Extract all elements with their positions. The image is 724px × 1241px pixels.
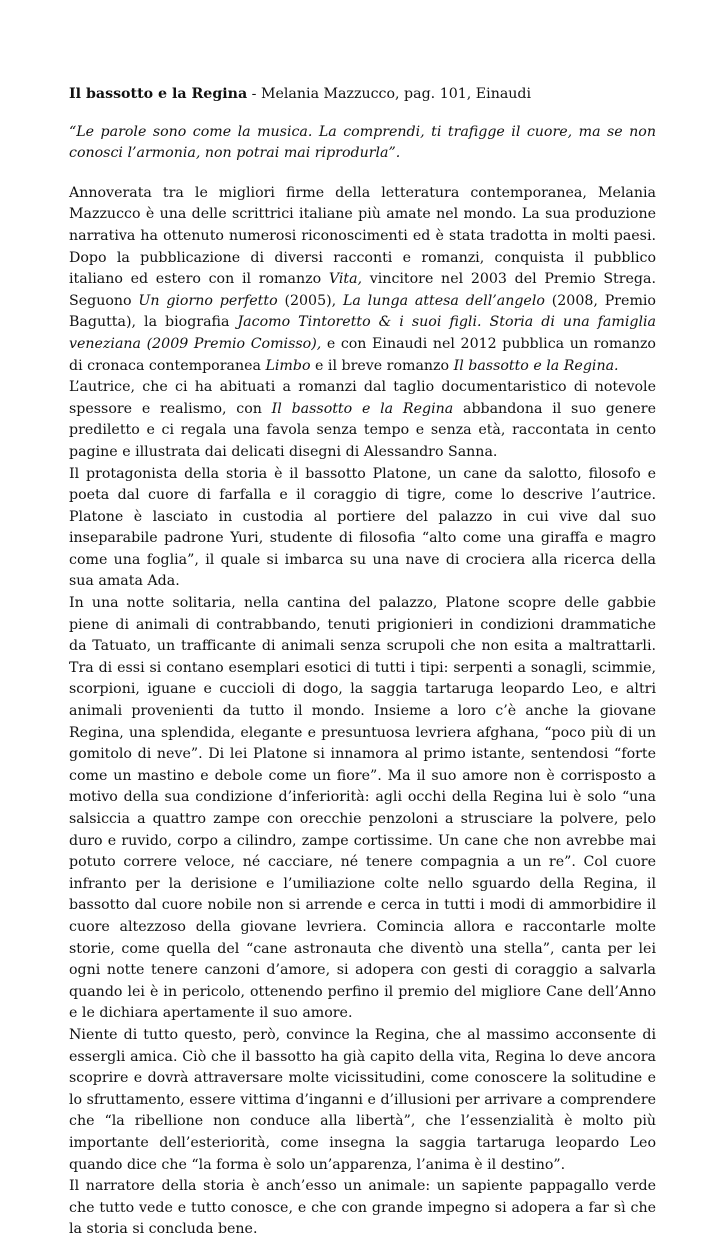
- book-header: [69, 84, 656, 106]
- italic-text: La lunga attesa dell’angelo: [342, 292, 545, 309]
- opening-quote: “Le parole sono come la musica. La comprendi, ti trafigge il cuore, ma se non conosci l’armonia, non potrai mai riprodurla”.: [69, 123, 656, 162]
- text-segment: (2005),: [277, 292, 343, 309]
- review-paragraph: [69, 183, 656, 377]
- review-paragraph: [69, 593, 656, 1025]
- text-segment: Niente di tutto questo, però, convince la Regina, che al massimo acconsente di essergli amica. Ciò che il bassotto ha già capito della vita, Regina lo deve ancora scoprire e dovrà attraversare molte vicissitudini, come conoscere la solitudine e lo sfruttamento, essere vittima d’inganni e d’illusioni per arrivare a comprendere che “la ribellione non conduce alla libertà”, che l’essenzialità è molto più importante dell’esteriorità, come insegna la saggia tartaruga leopardo Leo quando dice che “la forma è solo un’apparenza, l’anima è il destino”.: [69, 1026, 656, 1173]
- document-page: [69, 84, 656, 1241]
- italic-text: Jacomo Tintoretto & i suoi figli. Storia di una famiglia veneziana (2009 Premio Comisso),: [69, 314, 656, 352]
- review-paragraph: [69, 1176, 656, 1241]
- italic-text: Vita,: [328, 271, 363, 288]
- review-paragraph: [69, 1025, 656, 1176]
- book-details: - Melania Mazzucco, pag. 101, Einaudi: [247, 86, 532, 102]
- text-segment: abbandona il suo genere prediletto e ci regala una favola senza tempo e senza età, raccontata in cento pagine e illustrata dai delicati disegni di Alessandro Sanna.: [69, 400, 656, 460]
- text-segment: vincitore nel 2003 del Premio Strega. Seguono: [69, 271, 656, 309]
- text-segment: Il narratore della storia è anch’esso un animale: un sapiente pappagallo verde che tutto vede e tutto conosce, e che con grande impegno si adopera a far sì che la storia si concluda bene.: [69, 1178, 656, 1238]
- book-title: Il bassotto e la Regina: [69, 86, 248, 102]
- text-segment: e il breve romanzo: [310, 357, 454, 374]
- italic-text: Limbo: [265, 357, 311, 374]
- text-segment: Il protagonista della storia è il bassotto Platone, un cane da salotto, filosofo e poeta dal cuore di farfalla e il coraggio di tigre, come lo descrive l’autrice. Platone è lasciato in custodia al portiere del palazzo in cui vive dal suo inseparabile padrone Yuri, studente di filosofia “alto come una giraffa e magro come una foglia”, il quale si imbarca su una nave di crociera alla ricerca della sua amata Ada.: [69, 465, 656, 590]
- italic-text: Il bassotto e la Regina.: [453, 357, 619, 374]
- text-segment: In una notte solitaria, nella cantina del palazzo, Platone scopre delle gabbie piene di animali di contrabbando, tenuti prigionieri in condizioni drammatiche da Tatuato, un trafficante di animali senza scrupoli che non esita a maltrattarli. Tra di essi si contano esemplari esotici di tutti i tipi: serpenti a sonagli, scimmie, scorpioni, iguane e cuccioli di dogo, la saggia tartaruga leopardo Leo, e altri animali provenienti da tutto il mondo. Insieme a loro c’è anche la giovane Regina, una splendida, elegante e presuntuosa levriera afghana, “poco più di un gomitolo di neve”. Di lei Platone si innamora al primo istante, sentendosi “forte come un mastino e debole come un fiore”. Ma il suo amore non è corrisposto a motivo della sua condizione d’inferiorità: agli occhi della Regina lui è solo “una salsiccia a quattro zampe con orecchie penzoloni a strusciare la polvere, pelo duro e ruvido, corpo a cilindro, zampe cortissime. Un cane che non avrebbe mai potuto correre veloce, né cacciare, né tenere compagnia a un re”. Col cuore infranto per la derisione e l’umiliazione colte nello sguardo della Regina, il bassotto dal cuore nobile non si arrende e cerca in tutti i modi di ammorbidire il cuore altezzoso della giovane levriera. Comincia allora e raccontarle molte storie, come quella del “cane astronauta che diventò una stella”, canta per lei ogni notte tenere canzoni d’amore, si adopera con gesti di coraggio a salvarla quando lei è in pericolo, ottenendo perfino il premio del migliore Cane dell’Anno e le dichiara apertamente il suo amore.: [69, 595, 656, 1022]
- text-segment: Annoverata tra le migliori firme della letteratura contemporanea, Melania Mazzucco è una delle scrittrici italiane più amate nel mondo. La sua produzione narrativa ha ottenuto numerosi riconoscimenti ed è stata tradotta in molti paesi. Dopo la pubblicazione di diversi racconti e romanzi, conquista il pubblico italiano ed estero con il romanzo: [69, 184, 656, 288]
- review-body: [69, 183, 656, 1241]
- review-paragraph: [69, 377, 656, 463]
- text-segment: L’autrice, che ci ha abituati a romanzi dal taglio documentaristico di notevole spessore e realismo, con: [69, 379, 656, 417]
- italic-text: Un giorno perfetto: [138, 292, 278, 309]
- text-segment: e con Einaudi nel 2012 pubblica un romanzo di cronaca contemporanea: [69, 335, 656, 374]
- italic-text: Il bassotto e la Regina: [271, 400, 454, 417]
- review-paragraph: [69, 464, 656, 594]
- text-segment: (2008, Premio Bagutta), la biografia: [69, 292, 656, 331]
